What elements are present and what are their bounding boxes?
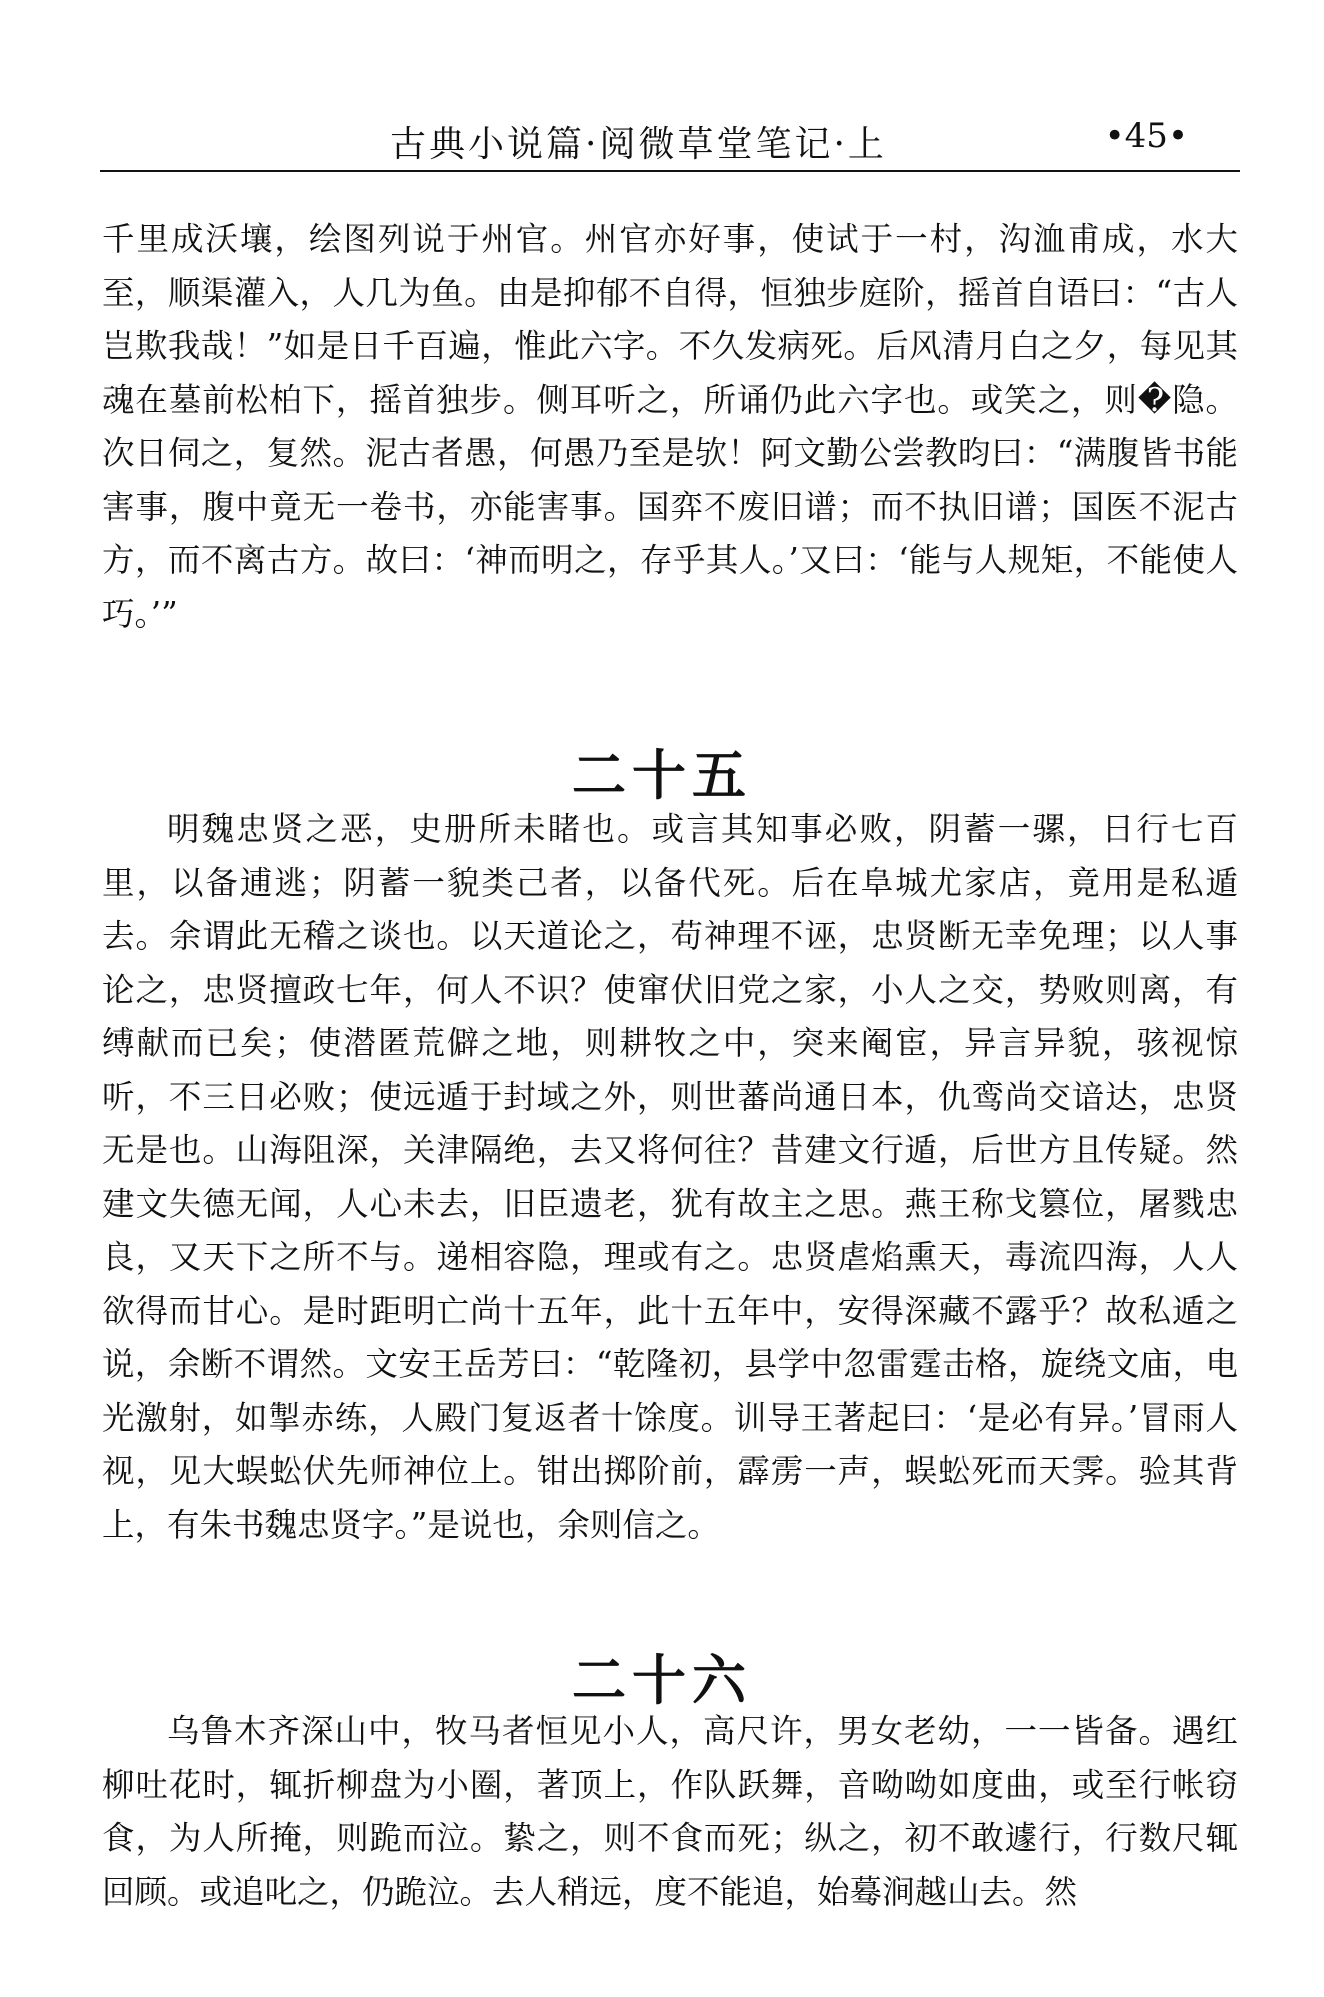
section-26-heading: 二十六 — [572, 1647, 752, 1712]
section-25-heading: 二十五 — [572, 742, 752, 807]
page-header — [100, 108, 1240, 172]
section-26-body — [102, 1705, 1238, 1919]
section-26-paragraph: 乌鲁木齐深山中，牧马者恒见小人，高尺许，男女老幼，一一皆备。遇红柳吐花时，辄折柳盘为小圈，著顶上，作队跃舞，音呦呦如度曲，或至行帐窃食，为人所掩，则跪而泣。絷之，则不食而死；纵之，初不敢遽行，行数尺辄回顾。或追叱之，仍跪泣。去人稍远，度不能追，始蓦涧越山去。然 — [102, 1712, 1238, 1911]
continued-paragraph-block — [102, 213, 1238, 641]
page-number: •45• — [1104, 116, 1188, 156]
section-25-paragraph: 明魏忠贤之恶，史册所未睹也。或言其知事必败，阴蓄一骡，日行七百里，以备逋逃；阴蓄一貌类己者，以备代死。后在阜城尤家店，竟用是私遁去。余谓此无稽之谈也。以天道论之，苟神理不诬，忠贤断无幸免理；以人事论之，忠贤擅政七年，何人不识？使窜伏旧党之家，小人之交，势败则离，有缚献而已矣；使潜匿荒僻之地，则耕牧之中，突来阉宦，异言异貌，骇视惊听，不三日必败；使远遁于封域之外，则世蕃尚通日本，仇鸾尚交谙达，忠贤无是也。山海阻深，关津隔绝，去又将何往？昔建文行遁，后世方且传疑。然建文失德无闻，人心未去，旧臣遗老，犹有故主之思。燕王称戈篡位，屠戮忠良，又天下之所不与。递相容隐，理或有之。忠贤虐焰熏天，毒流四海，人人欲得而甘心。是时距明亡尚十五年，此十五年中，安得深藏不露乎？故私遁之说，余断不谓然。文安王岳芳曰：“乾隆初，县学中忽雷霆击格，旋绕文庙，电光激射，如掣赤练，人殿门复返者十馀度。训导王著起曰：‘是必有异。’冒雨人视，见大蜈蚣伏先师神位上。钳出掷阶前，霹雳一声，蜈蚣死而天霁。验其背上，有朱书魏忠贤字。”是说也，余则信之。 — [102, 810, 1238, 1544]
running-header-title: 古典小说篇·阅微草堂笔记·上 — [390, 124, 887, 165]
section-25-body — [102, 803, 1238, 1552]
continued-paragraph: 千里成沃壤，绘图列说于州官。州官亦好事，使试于一村，沟洫甫成，水大至，顺渠灌入，人几为鱼。由是抑郁不自得，恒独步庭阶，摇首自语曰：“古人岂欺我哉！”如是日千百遍，惟此六字。不久发病死。后风清月白之夕，每见其魂在墓前松柏下，摇首独步。侧耳听之，所诵仍此六字也。或笑之，则�隐。次日伺之，复然。泥古者愚，何愚乃至是欤！阿文勤公尝教昀曰：“满腹皆书能害事，腹中竟无一卷书，亦能害事。国弈不废旧谱；而不执旧谱；国医不泥古方，而不离古方。故曰：‘神而明之，存乎其人。’又曰：‘能与人规矩，不能使人巧。’” — [102, 220, 1238, 633]
